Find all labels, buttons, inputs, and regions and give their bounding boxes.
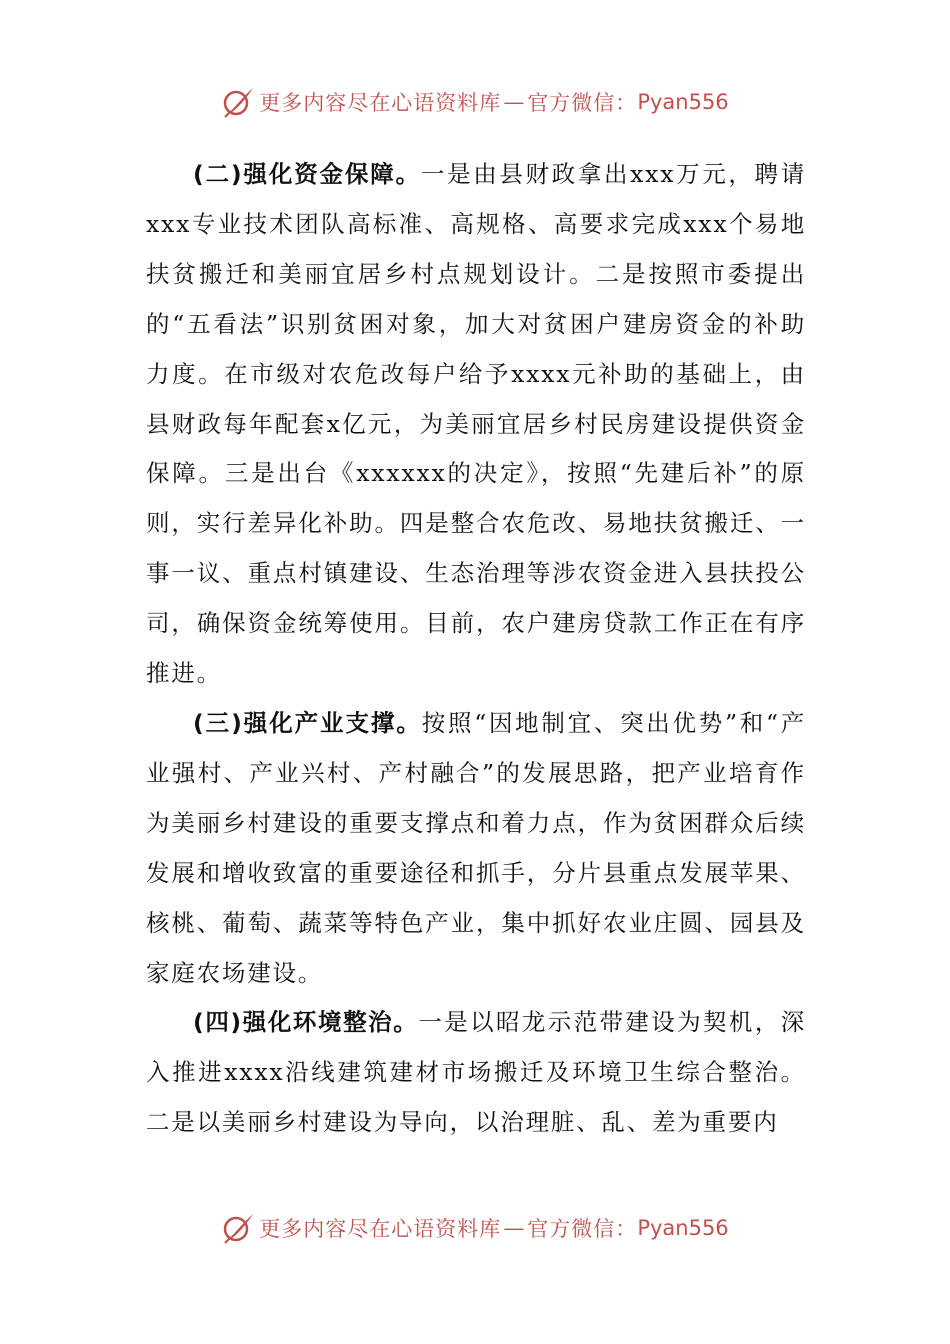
banner-official: 官方微信：: [527, 1217, 638, 1241]
quill-logo-icon: [221, 85, 255, 119]
document-body: [146, 150, 806, 1148]
header-watermark: [0, 82, 950, 122]
paragraph-industry: [146, 699, 806, 998]
paragraph-text: 一是以昭龙示范带建设为契机，深入推进xxxx沿线建筑建材市场搬迁及环境卫生综合整治。二是以美丽乡村建设为导向，以治理脏、乱、差为重要内: [146, 1008, 807, 1137]
paragraph-text: 按照“因地制宜、突出优势”和“产业强村、产业兴村、产村融合”的发展思路，把产业培育作为美丽乡村建设的重要支撑点和着力点，作为贫困群众后续发展和增收致富的重要途径和抓手，分片县重点发展苹果、核桃、葡萄、蔬菜等特色产业，集中抓好农业庄圆、园县及家庭农场建设。: [146, 708, 806, 987]
banner-dash: —: [503, 90, 526, 114]
banner-official: 官方微信：: [527, 91, 638, 115]
footer-watermark: [0, 1208, 950, 1248]
banner-text: 更多内容尽在心语资料库: [259, 91, 502, 115]
banner-dash: —: [503, 1216, 526, 1240]
paragraph-heading: (三)强化产业支撑。: [193, 708, 422, 737]
banner-wechat-id: Pyan556: [637, 90, 729, 114]
banner-wechat-id: Pyan556: [637, 1216, 729, 1240]
paragraph-heading: (四)强化环境整治。: [193, 1008, 419, 1037]
banner-text: 更多内容尽在心语资料库: [259, 1217, 502, 1241]
paragraph-text: 一是由县财政拿出xxx万元，聘请xxx专业技术团队高标准、高规格、高要求完成xxx个易地扶贫搬迁和美丽宜居乡村点规划设计。二是按照市委提出的“五看法”识别贫困对象，加大对贫困户建房资金的补助力度。在市级对农危改每户给予xxxx元补助的基础上，由县财政每年配套x亿元，为美丽宜居乡村民房建设提供资金保障。三是出台《xxxxxx的决定》，按照“先建后补”的原则，实行差异化补助。四是整合农危改、易地扶贫搬迁、一事一议、重点村镇建设、生态治理等涉农资金进入县扶投公司，确保资金统筹使用。目前，农户建房贷款工作正在有序推进。: [146, 160, 807, 688]
paragraph-funding: [146, 150, 806, 699]
paragraph-heading: (二)强化资金保障。: [193, 160, 421, 188]
quill-logo-icon: [221, 1211, 255, 1245]
paragraph-environment: [146, 998, 806, 1148]
